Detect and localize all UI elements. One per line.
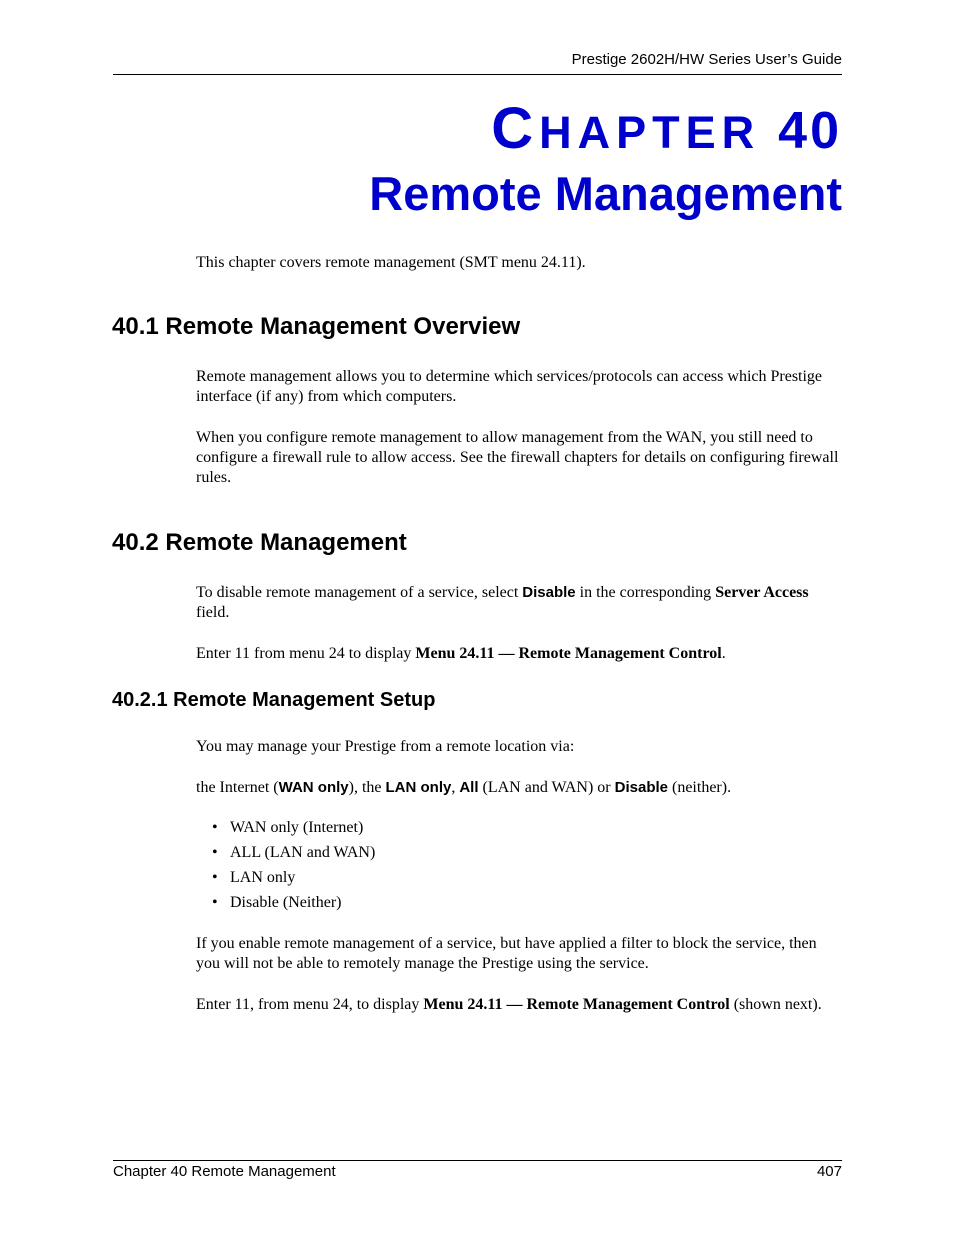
list-item: • ALL (LAN and WAN) [212,840,375,865]
section-heading-40-2: 40.2 Remote Management [112,529,407,556]
chapter-label-initial: C [491,96,540,161]
list-item: • Disable (Neither) [212,890,375,915]
menu-reference: Menu 24.11 — Remote Management Control [415,645,722,662]
chapter-label [491,96,842,161]
disable-term: Disable [522,584,576,601]
chapter-title: Remote Management [369,167,842,220]
setup-paragraph-3: If you enable remote management of a service, but have applied a filter to block the service, then you will not be able to remotely manage the Prestige using the service. [196,935,817,972]
overview-paragraph-2: When you configure remote management to allow management from the WAN, you still need to configure a firewall rule to allow access. See the firewall chapters for details on configuring firewall rules. [196,429,839,486]
list-item: • WAN only (Internet) [212,815,375,840]
menu-reference: Menu 24.11 — Remote Management Control [423,996,730,1013]
list-item: • LAN only [212,865,375,890]
header-rule [113,74,842,75]
intro-paragraph: This chapter covers remote management (SMT menu 24.11). [196,254,586,271]
access-options-list [212,815,375,915]
footer-chapter-title: Chapter 40 Remote Management [113,1163,336,1180]
setup-paragraph-4: Enter 11, from menu 24, to display Menu 24.11 — Remote Management Control (shown next). [196,996,822,1013]
section-heading-40-1: 40.1 Remote Management Overview [112,313,521,340]
footer-rule [113,1160,842,1161]
page-number: 407 [816,1163,842,1180]
running-header: Prestige 2602H/HW Series User’s Guide [571,51,842,68]
chapter-number: 40 [778,102,842,160]
chapter-label-rest: HAPTER [539,107,761,158]
overview-paragraph-1: Remote management allows you to determine which services/protocols can access which Prestige interface (if any) from which computers. [196,368,823,405]
server-access-term: Server Access [715,584,809,601]
section-heading-40-2-1: 40.2.1 Remote Management Setup [112,689,436,711]
disable-paragraph: To disable remote management of a service, select Disable in the corresponding Server Access field. [196,584,809,621]
menu-paragraph: Enter 11 from menu 24 to display Menu 24.11 — Remote Management Control. [196,645,726,662]
setup-paragraph-1: You may manage your Prestige from a remote location via: [196,738,575,755]
setup-paragraph-2: the Internet (WAN only), the LAN only, All (LAN and WAN) or Disable (neither). [196,779,732,796]
